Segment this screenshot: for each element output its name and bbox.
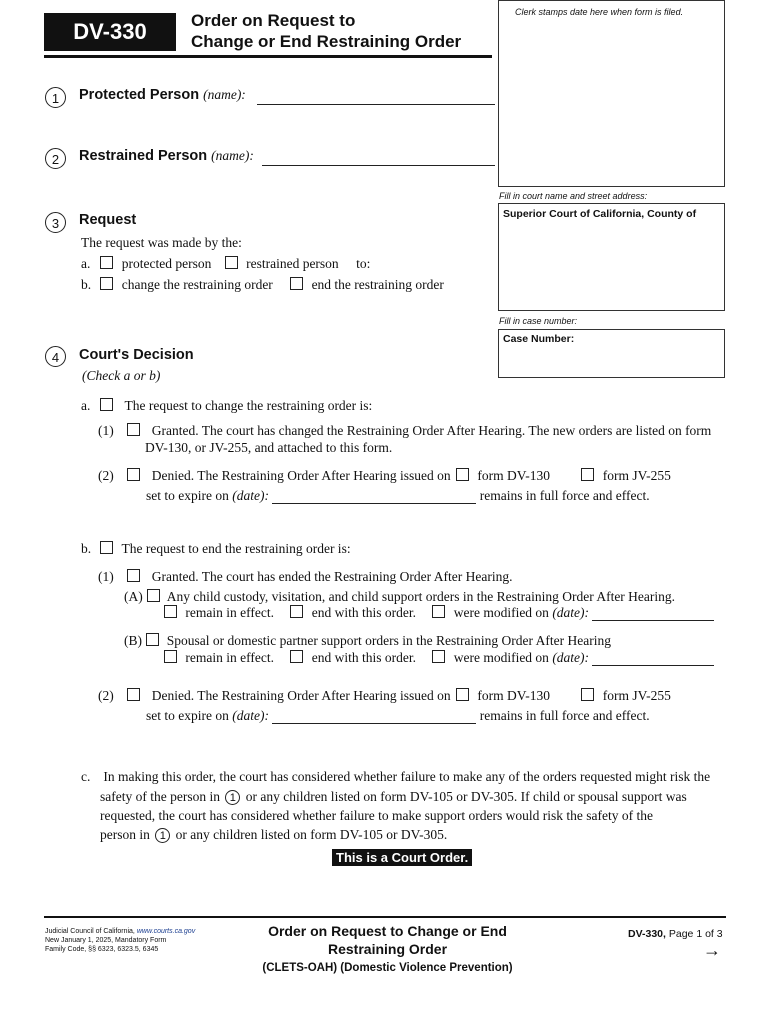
decision-b2-checkbox[interactable] bbox=[127, 688, 140, 701]
court-name-note: Fill in court name and street address: bbox=[499, 191, 648, 201]
decision-b1b-letter: (B) bbox=[124, 633, 142, 648]
section-1-ref-circle-2: 1 bbox=[155, 828, 170, 843]
b1b-remain-label: remain in effect. bbox=[185, 650, 274, 665]
decision-c-line1-text: In making this order, the court has considered whether failure to make any of the orders requested might risk the bbox=[103, 769, 711, 784]
decision-b1a-text: Any child custody, visitation, and child support orders in the Restraining Order After Hearing. bbox=[166, 589, 676, 604]
decision-c-line2a: safety of the person in bbox=[100, 789, 220, 804]
decision-c-line2 bbox=[100, 789, 687, 805]
decision-b2-dv130-label: form DV-130 bbox=[477, 688, 551, 703]
request-a-row bbox=[81, 256, 370, 272]
decision-b-row bbox=[81, 541, 351, 557]
b1a-date-hint: (date): bbox=[552, 605, 590, 620]
decision-a2-date-field[interactable] bbox=[272, 490, 476, 504]
footer-page-info bbox=[628, 928, 723, 940]
decision-b2-num: (2) bbox=[98, 688, 114, 703]
end-order-option: end the restraining order bbox=[311, 277, 444, 292]
decision-b2-row bbox=[98, 688, 671, 704]
decision-c-line2b: or any children listed on form DV-105 or DV-305. If child or spousal support was bbox=[245, 789, 687, 804]
case-number-label: Case Number: bbox=[503, 333, 575, 345]
decision-b1a-letter: (A) bbox=[124, 589, 143, 604]
change-order-option: change the restraining order bbox=[121, 277, 273, 292]
footer-form-code: DV-330, bbox=[628, 928, 666, 940]
footer-revised: New January 1, 2025, Mandatory Form bbox=[45, 937, 167, 944]
decision-b2-expire-row bbox=[146, 708, 650, 724]
clerk-stamp-note: Clerk stamps date here when form is filed. bbox=[515, 7, 684, 17]
section-3-number: 3 bbox=[45, 212, 66, 233]
decision-c-line4a: person in bbox=[100, 827, 150, 842]
b1b-date-field[interactable] bbox=[592, 652, 714, 666]
restrained-person-label: Restrained Person bbox=[79, 148, 208, 164]
restrained-person-name-field[interactable] bbox=[262, 165, 495, 166]
court-name-field[interactable] bbox=[498, 203, 725, 311]
decision-b1-row bbox=[98, 569, 513, 585]
courts-decision-heading: Court's Decision bbox=[79, 347, 194, 363]
decision-b-checkbox[interactable] bbox=[100, 541, 113, 554]
b1b-modified-label: were modified on bbox=[453, 650, 549, 665]
decision-a2-jv255-checkbox[interactable] bbox=[581, 468, 594, 481]
decision-a2-row bbox=[98, 468, 671, 484]
restrained-person-hint: (name): bbox=[211, 148, 254, 163]
decision-c-line4 bbox=[100, 827, 447, 843]
decision-a1-text: Granted. The court has changed the Restraining Order After Hearing. The new orders are listed on form bbox=[151, 423, 712, 438]
decision-c-line4b: or any children listed on form DV-105 or DV-305. bbox=[175, 827, 448, 842]
decision-a2-expire-row bbox=[146, 488, 650, 504]
decision-b2-expire-label: set to expire on bbox=[146, 708, 229, 723]
protected-person-hint: (name): bbox=[203, 87, 246, 102]
decision-a-text: The request to change the restraining order is: bbox=[124, 398, 373, 413]
b1a-remain-label: remain in effect. bbox=[185, 605, 274, 620]
protected-person-checkbox[interactable] bbox=[100, 256, 113, 269]
b1a-date-field[interactable] bbox=[592, 607, 714, 621]
decision-a1-line2: DV-130, or JV-255, and attached to this form. bbox=[145, 440, 393, 455]
b1a-end-checkbox[interactable] bbox=[290, 605, 303, 618]
court-order-banner: This is a Court Order. bbox=[332, 849, 472, 866]
decision-b1a-options bbox=[164, 605, 714, 621]
decision-b2-jv255-checkbox[interactable] bbox=[581, 688, 594, 701]
case-number-note: Fill in case number: bbox=[499, 316, 578, 326]
request-b-letter: b. bbox=[81, 277, 92, 292]
decision-b1b-options bbox=[164, 650, 714, 666]
request-intro: The request was made by the: bbox=[81, 235, 242, 250]
b1a-modified-checkbox[interactable] bbox=[432, 605, 445, 618]
decision-a2-jv255-label: form JV-255 bbox=[602, 468, 671, 483]
decision-b2-dv130-checkbox[interactable] bbox=[456, 688, 469, 701]
footer-subtitle: (CLETS-OAH) (Domestic Violence Prevention) bbox=[262, 962, 513, 974]
request-to-label: to: bbox=[356, 256, 371, 271]
protected-person-name-field[interactable] bbox=[257, 104, 495, 105]
protected-person-option: protected person bbox=[121, 256, 212, 271]
form-title-line2: Change or End Restraining Order bbox=[191, 32, 462, 51]
b1a-modified-label: were modified on bbox=[453, 605, 549, 620]
decision-b-letter: b. bbox=[81, 541, 92, 556]
b1b-remain-checkbox[interactable] bbox=[164, 650, 177, 663]
decision-a2-expire-label: set to expire on bbox=[146, 488, 229, 503]
request-heading: Request bbox=[79, 212, 137, 228]
footer-title bbox=[240, 922, 535, 977]
decision-b2-remains: remains in full force and effect. bbox=[479, 708, 650, 723]
decision-a2-date-hint: (date): bbox=[232, 488, 269, 503]
section-4-number: 4 bbox=[45, 346, 66, 367]
decision-b1b-checkbox[interactable] bbox=[146, 633, 159, 646]
section-1-ref-circle: 1 bbox=[225, 790, 240, 805]
b1b-end-label: end with this order. bbox=[311, 650, 416, 665]
form-title-line1: Order on Request to bbox=[191, 11, 356, 30]
protected-person-row bbox=[79, 86, 246, 104]
footer-rule bbox=[44, 916, 726, 918]
section-2-number: 2 bbox=[45, 148, 66, 169]
protected-person-label: Protected Person bbox=[79, 87, 200, 103]
header-rule bbox=[44, 55, 492, 58]
b1b-date-hint: (date): bbox=[552, 650, 590, 665]
decision-b2-text: Denied. The Restraining Order After Hearing issued on bbox=[151, 688, 451, 703]
footer-title-line1: Order on Request to Change or End bbox=[268, 923, 507, 939]
restrained-person-option: restrained person bbox=[246, 256, 339, 271]
decision-b1-num: (1) bbox=[98, 569, 114, 584]
decision-b1a-checkbox[interactable] bbox=[147, 589, 160, 602]
b1b-modified-checkbox[interactable] bbox=[432, 650, 445, 663]
b1a-end-label: end with this order. bbox=[311, 605, 416, 620]
decision-c-line3: requested, the court has considered whether failure to make support orders would risk the safety of the bbox=[100, 808, 653, 823]
decision-b2-date-hint: (date): bbox=[232, 708, 269, 723]
decision-b1b-text: Spousal or domestic partner support orders in the Restraining Order After Hearing bbox=[166, 633, 612, 648]
courts-decision-hint: (Check a or b) bbox=[82, 368, 161, 383]
decision-a1-row bbox=[98, 423, 711, 439]
decision-c-letter: c. bbox=[81, 769, 91, 784]
decision-b2-date-field[interactable] bbox=[272, 710, 476, 724]
change-order-checkbox[interactable] bbox=[100, 277, 113, 290]
section-1-number: 1 bbox=[45, 87, 66, 108]
decision-a2-checkbox[interactable] bbox=[127, 468, 140, 481]
footer-left bbox=[45, 927, 195, 954]
restrained-person-checkbox[interactable] bbox=[225, 256, 238, 269]
request-a-letter: a. bbox=[81, 256, 91, 271]
decision-a1-num: (1) bbox=[98, 423, 114, 438]
decision-a2-num: (2) bbox=[98, 468, 114, 483]
b1b-end-checkbox[interactable] bbox=[290, 650, 303, 663]
clerk-stamp-box bbox=[498, 0, 725, 187]
decision-b1b-row bbox=[124, 633, 611, 649]
footer-council: Judicial Council of California, bbox=[45, 928, 135, 935]
restrained-person-row bbox=[79, 147, 254, 165]
decision-a2-dv130-label: form DV-130 bbox=[477, 468, 551, 483]
decision-b1a-row bbox=[124, 589, 675, 605]
case-number-field[interactable] bbox=[498, 329, 725, 378]
decision-b2-jv255-label: form JV-255 bbox=[602, 688, 671, 703]
footer-code: Family Code, §§ 6323, 6323.5, 6345 bbox=[45, 946, 159, 953]
footer-title-line2: Restraining Order bbox=[327, 941, 448, 957]
footer-page-number: Page 1 of 3 bbox=[668, 928, 723, 940]
court-name-label: Superior Court of California, County of bbox=[503, 208, 697, 220]
decision-a-row bbox=[81, 398, 372, 414]
form-code-badge: DV-330 bbox=[44, 13, 176, 51]
end-order-checkbox[interactable] bbox=[290, 277, 303, 290]
decision-c-line1 bbox=[81, 769, 710, 785]
b1a-remain-checkbox[interactable] bbox=[164, 605, 177, 618]
decision-a-checkbox[interactable] bbox=[100, 398, 113, 411]
next-page-arrow-icon[interactable]: → bbox=[703, 940, 721, 960]
decision-a1-checkbox[interactable] bbox=[127, 423, 140, 436]
decision-a2-remains: remains in full force and effect. bbox=[479, 488, 650, 503]
decision-a-letter: a. bbox=[81, 398, 91, 413]
footer-courts-link[interactable]: www.courts.ca.gov bbox=[136, 928, 196, 935]
request-b-row bbox=[81, 277, 444, 293]
decision-a2-text: Denied. The Restraining Order After Hearing issued on bbox=[151, 468, 451, 483]
decision-a2-dv130-checkbox[interactable] bbox=[456, 468, 469, 481]
decision-b1-checkbox[interactable] bbox=[127, 569, 140, 582]
decision-b-text: The request to end the restraining order is: bbox=[121, 541, 351, 556]
decision-b1-text: Granted. The court has ended the Restraining Order After Hearing. bbox=[151, 569, 513, 584]
